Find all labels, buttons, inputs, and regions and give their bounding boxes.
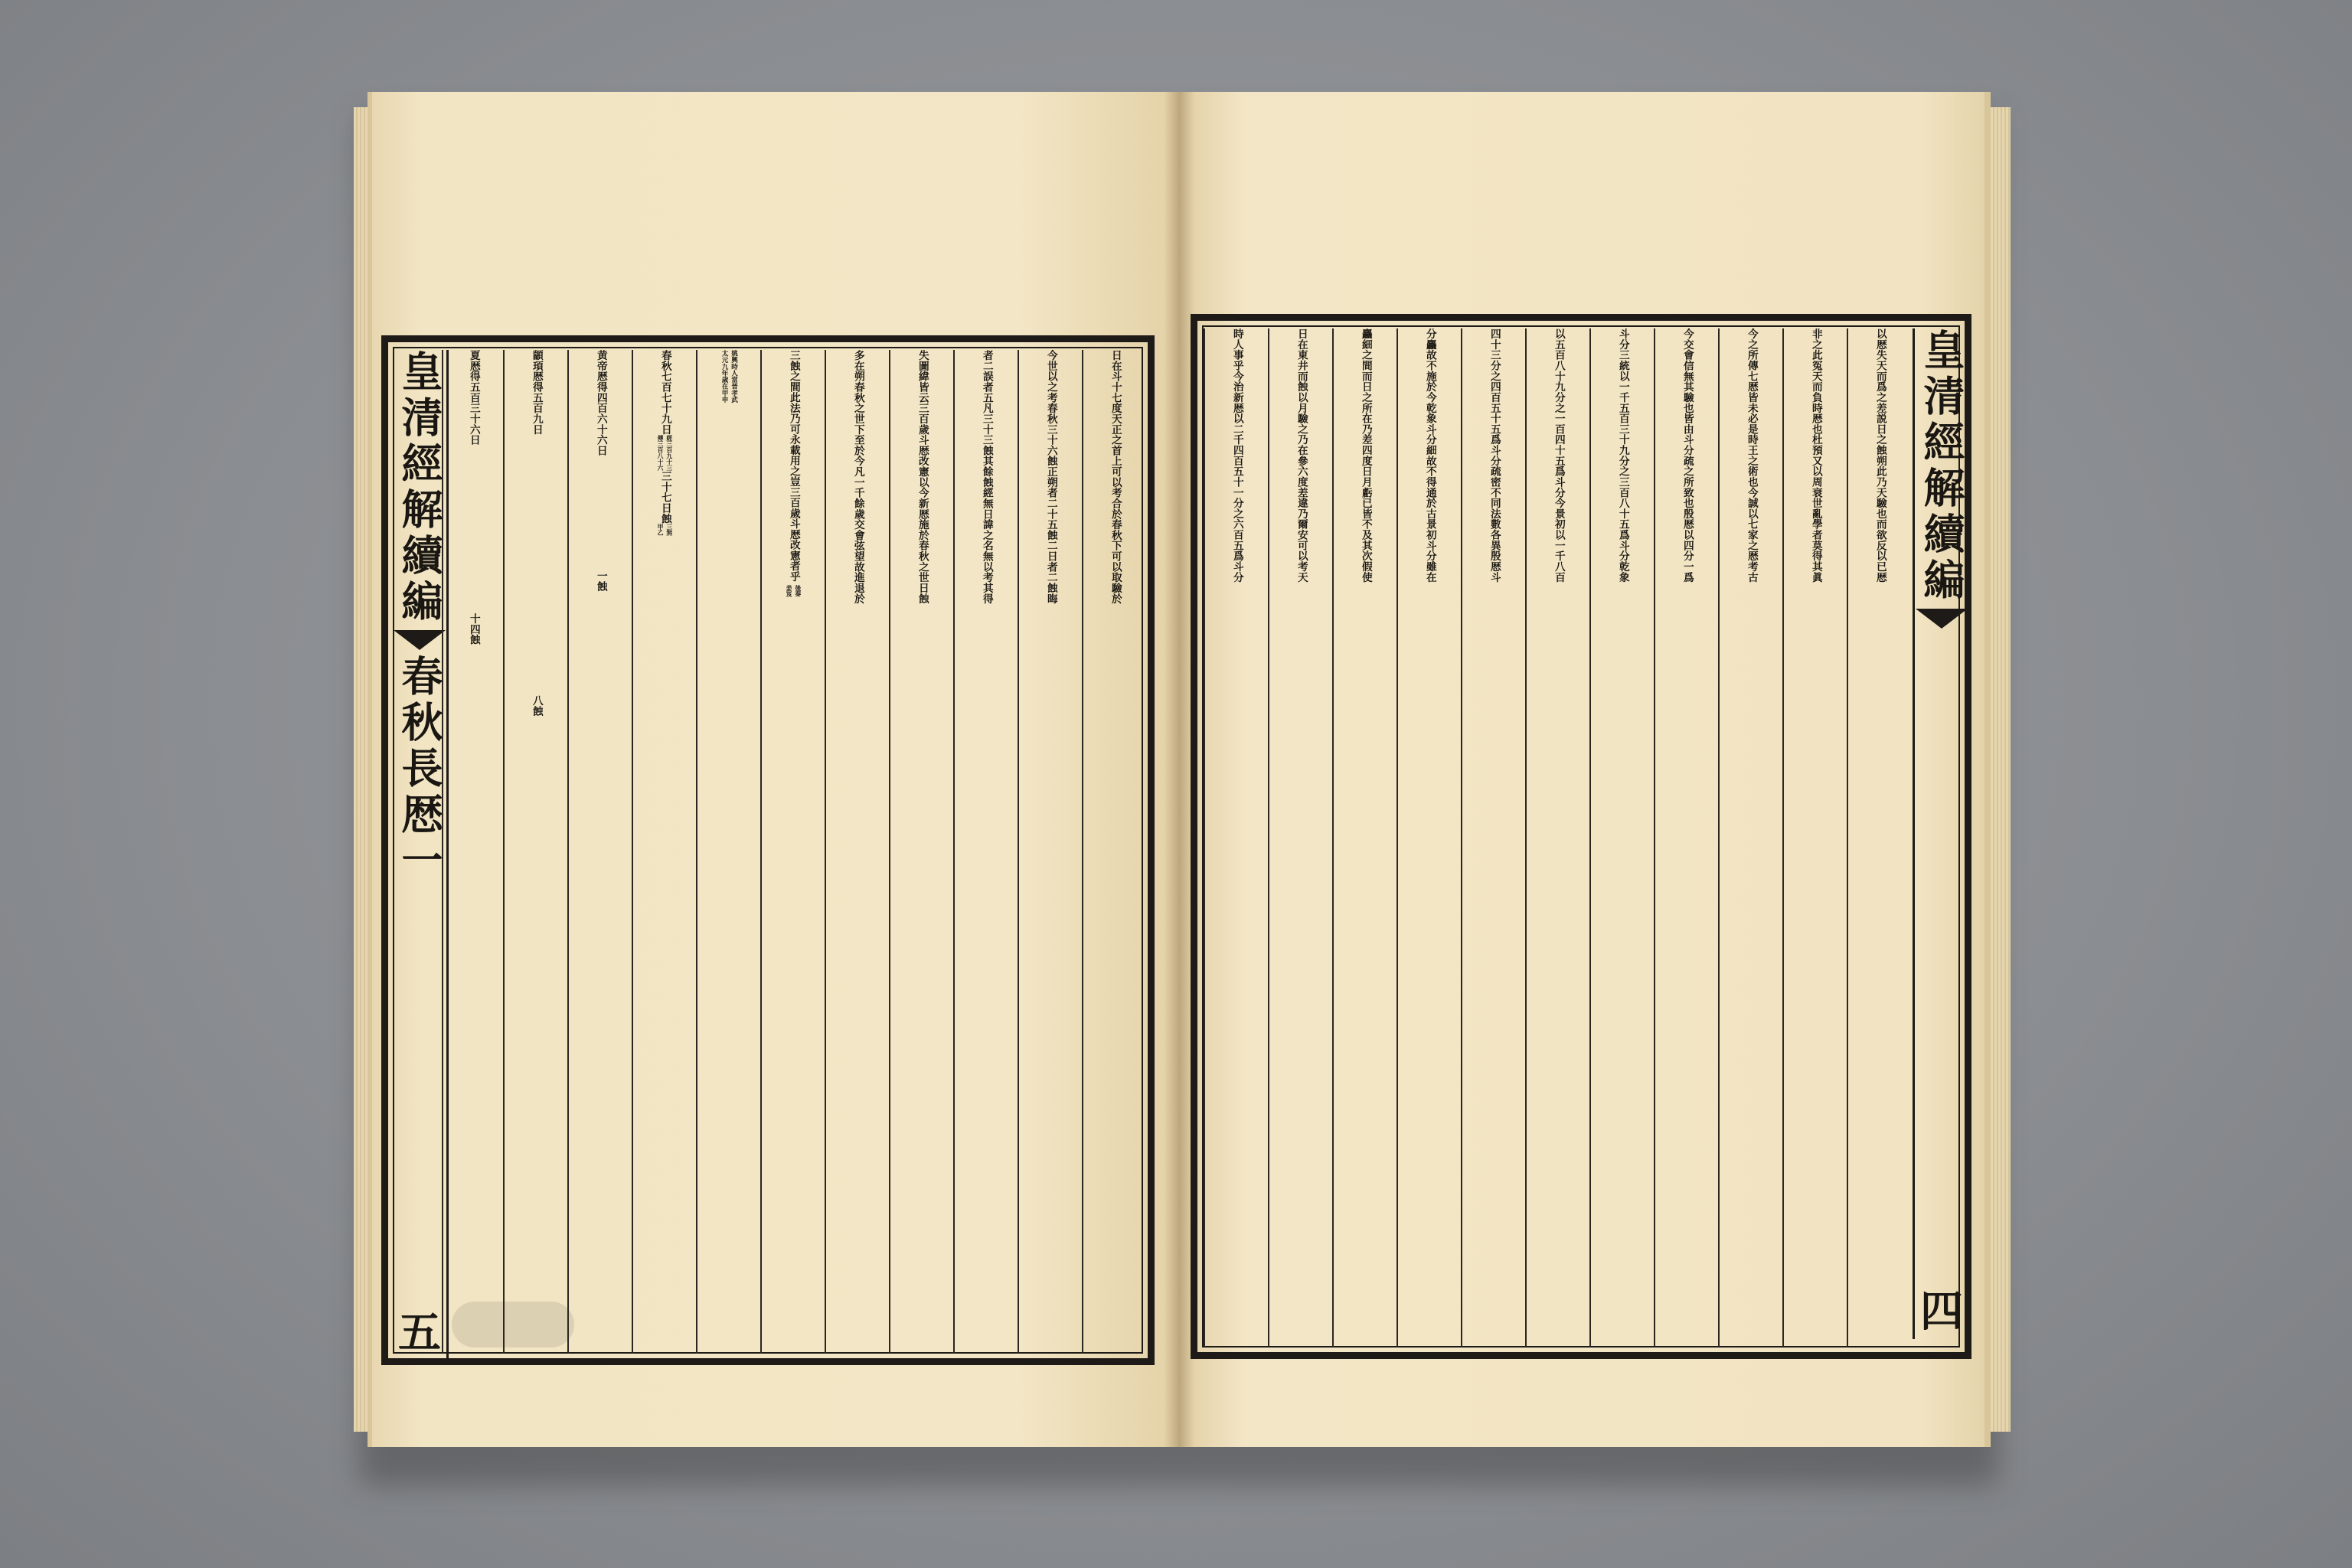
right-col-6 bbox=[1525, 328, 1589, 1347]
left-col-6 bbox=[760, 350, 825, 1353]
right-col-3 bbox=[1718, 328, 1782, 1347]
right-col-7 bbox=[1461, 328, 1525, 1347]
left-col-7-note bbox=[696, 350, 760, 1353]
text-column: 失圖緯皆云三百歲斗厯改憲以今新厯施於春秋之世日蝕 bbox=[916, 350, 929, 604]
note-line: 甲乙 bbox=[657, 523, 664, 536]
text-column: 日在東井而蝕以月驗之乃在參六度差違乃爾安可以考天 bbox=[1295, 328, 1308, 583]
text-column: 分麤故不施於今乾象斗分細故不得通於古景初斗分雖在 bbox=[1423, 328, 1436, 583]
text-column: 八蝕 bbox=[530, 694, 543, 717]
right-page-edge bbox=[1991, 107, 2011, 1432]
text-column: 多在朔春秋之世下至於今凡一千餘歲交會弦望故進退於 bbox=[851, 350, 864, 604]
text-column: 一蝕 bbox=[594, 570, 607, 592]
right-col-5 bbox=[1589, 328, 1654, 1347]
text-column: 麤細之間而日之所在乃差四度日月虧已皆不及其次假使 bbox=[1359, 328, 1372, 583]
right-col-9 bbox=[1332, 328, 1396, 1347]
text-column: 三十七日蝕 bbox=[658, 470, 671, 524]
fishtail-mark bbox=[394, 630, 446, 650]
right-col-4 bbox=[1654, 328, 1718, 1347]
interlinear-note bbox=[786, 585, 801, 597]
right-col-10 bbox=[1268, 328, 1332, 1347]
text-column: 時人事乎今治新厯以二千四百五十一分之六百五爲斗分 bbox=[1230, 328, 1243, 583]
right-col-2 bbox=[1782, 328, 1847, 1347]
left-col-9 bbox=[567, 350, 632, 1353]
right-col-1 bbox=[1847, 328, 1911, 1347]
text-column: 十四蝕 bbox=[467, 613, 480, 645]
text-column: 者二誤者五凡三十三蝕其餘蝕經無日諱之名無以考其得 bbox=[980, 350, 993, 604]
note-line: 姜岌 bbox=[786, 584, 792, 597]
text-column: 顓頊厯得五百九日 bbox=[530, 350, 543, 435]
text-column: 黄帝厯得四百六十六日 bbox=[594, 350, 607, 456]
text-column: 非之此冤天而負時厯也杜預又以周衰世亂學者莫得其眞 bbox=[1809, 328, 1822, 583]
note-line: 太元九年歲在甲申 bbox=[720, 350, 728, 403]
left-col-5 bbox=[825, 350, 889, 1353]
left-folio-number: 五 bbox=[398, 1308, 441, 1358]
left-col-1 bbox=[1082, 350, 1146, 1353]
ink-smudge bbox=[452, 1302, 574, 1348]
right-margin-title-strip bbox=[1913, 328, 1968, 1339]
left-col-11 bbox=[442, 350, 503, 1353]
interlinear-note bbox=[720, 350, 737, 1353]
left-col-3 bbox=[953, 350, 1018, 1353]
text-column: 今世以之考春秋三十六蝕正朔者二十五蝕二日者二蝕晦 bbox=[1044, 350, 1057, 604]
text-column: 夏厯得五百三十六日 bbox=[467, 350, 480, 446]
text-column: 四十三分之四百五十五爲斗分疏密不同法數各異殷厯斗 bbox=[1488, 328, 1501, 583]
text-column: 以五百八十九分之一百四十五爲斗分今景初以一千八百 bbox=[1552, 328, 1565, 583]
fishtail-mark bbox=[1916, 609, 1968, 629]
right-col-8 bbox=[1396, 328, 1461, 1347]
left-col-2 bbox=[1018, 350, 1082, 1353]
note-line: 傳三百八十六 bbox=[657, 434, 664, 471]
right-margin-title: 皇清經解續編 bbox=[1917, 328, 1966, 604]
right-folio-number: 四 bbox=[1920, 1286, 1963, 1337]
text-column: 今交會信無其驗也皆由斗分疏之所致也殷厯以四分一爲 bbox=[1681, 328, 1694, 583]
note-line: 姚興時人當晉孝武 bbox=[730, 350, 738, 403]
left-margin-title: 皇清經解續編 bbox=[395, 350, 444, 626]
left-col-4 bbox=[889, 350, 953, 1353]
left-margin-title-strip bbox=[393, 350, 449, 1361]
text-column: 春秋七百七十九日 bbox=[658, 350, 671, 435]
note-line: 經三百九十三 bbox=[665, 434, 673, 471]
left-text-block bbox=[381, 335, 1155, 1365]
text-column: 斗分三統以一千五百三十九分之三百八十五爲斗分乾象 bbox=[1616, 328, 1629, 583]
right-text-block bbox=[1191, 314, 1971, 1359]
note-line: 後秦 bbox=[794, 584, 802, 597]
book-spine bbox=[1164, 92, 1194, 1447]
interlinear-note bbox=[657, 435, 672, 471]
text-column: 今之所傳七厯皆未必是時王之術也今誠以七家之厯考古 bbox=[1745, 328, 1758, 583]
left-col-8 bbox=[632, 350, 696, 1353]
interlinear-note bbox=[657, 524, 672, 536]
left-col-10 bbox=[503, 350, 567, 1353]
right-col-11 bbox=[1204, 328, 1268, 1347]
left-section-title: 春秋長厯一 bbox=[395, 655, 444, 884]
text-column: 日在斗十七度天正之首上可以考合於春秋下可以取驗於 bbox=[1109, 350, 1122, 604]
text-column: 三蝕之間此法乃可永載用之豈三百歲斗厯改憲者乎 bbox=[787, 350, 800, 582]
text-column: 以厯失天而爲之差説日之蝕朔此乃天驗也而欲反以已厯 bbox=[1873, 328, 1886, 583]
note-line: 三無 bbox=[665, 523, 673, 536]
